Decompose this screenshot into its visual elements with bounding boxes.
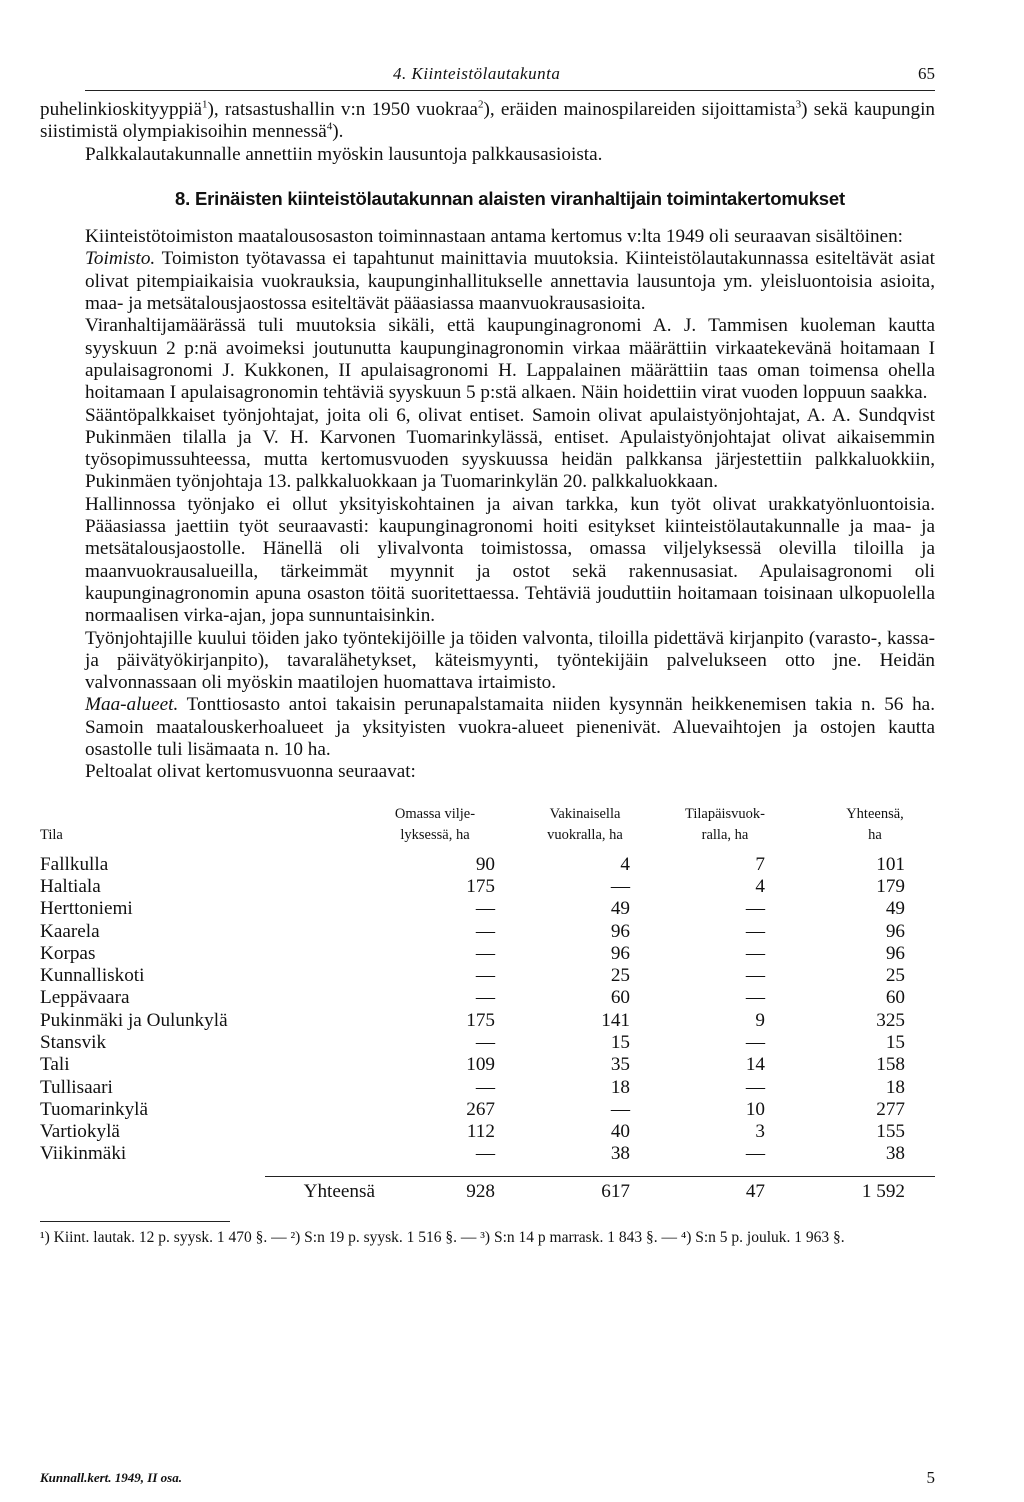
row-permanent: — [610, 1098, 630, 1120]
row-own: 109 [466, 1054, 495, 1076]
paragraph: Sääntöpalkkaiset työnjohtajat, joita oli 6, olivat entiset. Samoin olivat apulaistyönjohtajat, A. A. Sundqvist Pukinmäen tilalla ja V. H. Karvonen Tuomarinkylässä, entiset. Apulaistyönjohtajat olivat aikaisemmin työsopimussuhteessa, mutta kertomusvuoden syyskuussa heidän palkkansa järjestettiin palkkaluokkiin, Pukinmäen työnjohtaja 13. palkkaluokkaan ja Tuomarinkylän 20. palkkaluokkaan. [85, 404, 935, 493]
row-permanent: 141 [601, 1009, 630, 1031]
row-total: 96 [885, 942, 905, 964]
row-own: — [475, 920, 495, 942]
row-own: — [475, 1143, 495, 1165]
row-permanent: 18 [610, 1076, 630, 1098]
page-number: 65 [918, 64, 935, 83]
row-permanent: 49 [610, 898, 630, 920]
row-permanent: — [610, 875, 630, 897]
section-heading: 8. Erinäisten kiinteistölautakunnan alaisten viranhaltijain toimintakertomukset [175, 187, 845, 209]
row-own: 267 [466, 1098, 495, 1120]
row-total: 179 [876, 875, 905, 897]
row-total: 38 [885, 1143, 905, 1165]
running-title: 4. Kiinteistölautakunta [393, 64, 561, 83]
table-row [40, 1143, 935, 1165]
row-total: 158 [876, 1054, 905, 1076]
table-row [40, 1121, 935, 1143]
row-total: 25 [885, 965, 905, 987]
paragraph: Peltoalat olivat kertomusvuonna seuraavat: [85, 761, 416, 783]
row-own: — [475, 898, 495, 920]
row-own: — [475, 1076, 495, 1098]
table-row [40, 1077, 935, 1099]
table-row [40, 854, 935, 876]
row-name: Leppävaara . . . [40, 987, 375, 1009]
paragraph-label: Maa-alueet. [85, 694, 179, 716]
row-own: 175 [466, 1009, 495, 1031]
row-temporary: 7 [755, 853, 765, 875]
table-total-row [265, 1176, 935, 1207]
footnotes: ¹) Kiint. lautak. 12 p. syysk. 1 470 §. — ²) S:n 19 p. syysk. 1 516 §. — ³) S:n 14 p marrask. 1 843 §. — ⁴) S:n 5 p. jouluk. 1 963 §. [40, 1228, 845, 1246]
table-body [40, 854, 935, 1166]
row-total: 49 [885, 898, 905, 920]
table-row [40, 1099, 935, 1121]
row-name: Fallkulla . . . [40, 854, 375, 876]
row-permanent: 96 [610, 942, 630, 964]
paragraph-label: Toimisto. [85, 248, 156, 270]
row-name: Stansvik . . . [40, 1032, 375, 1054]
footer-signature-number: 5 [926, 1468, 935, 1487]
row-total: 60 [885, 987, 905, 1009]
row-own: — [475, 965, 495, 987]
row-name: Tali . . . [40, 1054, 375, 1076]
table-row [40, 1032, 935, 1054]
col-header-total: Yhteensä, ha [846, 805, 904, 843]
row-total: 101 [876, 853, 905, 875]
row-own: 175 [466, 875, 495, 897]
paragraph: Työnjohtajille kuului töiden jako työntekijöille ja töiden valvonta, tiloilla pidettävä kirjanpito (varasto-, kassa- ja päivätyökirjanpito), tavaralähetykset, käteismyynti, työntekijäin palvelukseen otto jne. Heidän valvonnassaan oli myöskin maatilojen huomattava irtaimisto. [85, 627, 935, 694]
field-area-table [40, 804, 935, 1207]
col-header-temporary: Tilapäisvuok- ralla, ha [684, 805, 766, 843]
row-temporary: 4 [755, 875, 765, 897]
row-permanent: 25 [610, 965, 630, 987]
row-name: Tullisaari . . . [40, 1077, 375, 1099]
row-temporary: — [745, 898, 765, 920]
document-page [40, 64, 936, 1247]
page-footer [40, 1470, 935, 1486]
total-label: Yhteensä [303, 1180, 375, 1202]
table-row [40, 1054, 935, 1076]
row-name: Korpas . . . [40, 943, 375, 965]
intro-paragraph-2: Palkkalautakunnalle annettiin myöskin lausuntoja palkkausasioista. [85, 143, 603, 165]
paragraph: Toimisto. Toimiston työtavassa ei tapahtunut mainittavia muutoksia. Kiinteistölautakunnassa esiteltävät asiat olivat pitempiaikaisia vuokrauksia, kaupunginhallitukselle annettavia lausuntoja ym. yleisluontoisia asioita, maa- ja metsätalousjaostossa esiteltävät pääasiassa maanvuokrausasioita. [85, 248, 936, 315]
row-total: 96 [885, 920, 905, 942]
row-total: 277 [876, 1098, 905, 1120]
table-row [40, 943, 935, 965]
row-permanent: 96 [610, 920, 630, 942]
row-temporary: 14 [745, 1054, 765, 1076]
row-permanent: 38 [610, 1143, 630, 1165]
total-sum: 1 592 [861, 1180, 905, 1202]
total-own: 928 [466, 1180, 495, 1202]
paragraph: Hallinnossa työnjako ei ollut yksityiskohtainen ja aivan tarkka, kun työt olivat urakkatyönluontoisia. Pääasiassa jaettiin työt seuraavasti: kaupunginagronomi hoiti esitykset kiinteistölautakunnalle ja maa- ja metsätalousjaostolle. Hänellä oli ylivalvonta toimistossa, omassa viljelyksessä olevilla tiloilla ja maanvuokrausalueilla, tärkeimmät myynnit ja ostot sekä rakennusasiat. Apulaisagronomi oli kaupunginagronomin apuna osaston töitä suoritettaessa. Tehtäviä jouduttiin hoitamaan toisinaan ulkopuolella normaalisen virka-ajan, jopa sunnuntaisinkin. [85, 493, 935, 627]
running-header [85, 64, 935, 91]
row-total: 325 [876, 1009, 905, 1031]
total-permanent: 617 [601, 1180, 630, 1202]
row-temporary: — [745, 1076, 765, 1098]
row-own: 90 [475, 853, 495, 875]
total-temporary: 47 [745, 1180, 765, 1202]
paragraph: Viranhaltijamäärässä tuli muutoksia sikäli, että kaupunginagronomi A. J. Tammisen kuoleman kautta syyskuun 2 p:nä avoimeksi joutunutta kaupunginagronomin virkaa määrättiin virkaatekevänä hoitamaan I apulaisagronomi J. Kukkonen, II apulaisagronomi H. Lappalainen määrättiin taas oman toimensa ohella hoitamaan I apulaisagronomin tehtäviä syyskuun 5 p:stä alkaen. Näin hoidettiin virat vuoden loppuun saakka. [85, 315, 935, 404]
row-name: Pukinmäki ja Oulunkylä . . . [40, 1010, 375, 1032]
intro-paragraph: puhelinkioskityyppiä$^1$), ratsastushallin v:n 1950 vuokraa$^2$), eräiden mainospilareiden sijoittamista$^3$) sekä kaupungin siistimistä olympiakisoihin mennessä$^4$). [40, 98, 935, 143]
row-temporary: 10 [745, 1098, 765, 1120]
row-permanent: 35 [610, 1054, 630, 1076]
row-temporary: — [745, 942, 765, 964]
row-own: 112 [466, 1121, 495, 1143]
row-name: Herttoniemi . . . [40, 898, 375, 920]
row-name: Tuomarinkylä . . . [40, 1099, 375, 1121]
row-temporary: — [745, 920, 765, 942]
paragraph: Maa-alueet. Tonttiosasto antoi takaisin perunapalstamaita niiden kysynnän heikkenemisen takia n. 56 ha. Samoin maatalouskerhoalueet ja yksityisten vuokra-alueet pienenivät. Aluevaihtojen ja ostojen kautta osastolle tuli lisämaata n. 10 ha. [85, 694, 935, 761]
row-name: Kunnalliskoti . . . [40, 965, 375, 987]
row-permanent: 40 [610, 1121, 630, 1143]
row-name: Haltiala . . . [40, 876, 375, 898]
table-row [40, 876, 935, 898]
table-row [40, 1010, 935, 1032]
row-temporary: 3 [755, 1121, 765, 1143]
row-temporary: 9 [755, 1009, 765, 1031]
col-header-permanent: Vakinaisella vuokralla, ha [547, 805, 623, 843]
row-name: Vartiokylä . . . [40, 1121, 375, 1143]
row-own: — [475, 987, 495, 1009]
row-total: 18 [885, 1076, 905, 1098]
table-row [40, 898, 935, 920]
row-temporary: — [745, 965, 765, 987]
row-permanent: 4 [620, 853, 630, 875]
row-total: 15 [885, 1031, 905, 1053]
table-row [40, 987, 935, 1009]
row-total: 155 [876, 1121, 905, 1143]
table-row [40, 921, 935, 943]
col-header-tila: Tila [40, 826, 63, 843]
footer-source: Kunnall.kert. 1949, II osa. [40, 1470, 182, 1485]
row-temporary: — [745, 1143, 765, 1165]
row-permanent: 15 [610, 1031, 630, 1053]
table-row [40, 965, 935, 987]
row-permanent: 60 [610, 987, 630, 1009]
table-header [40, 804, 935, 854]
col-header-own: Omassa vilje- lyksessä, ha [394, 805, 476, 843]
body-text [40, 98, 936, 1247]
row-name: Kaarela . . . [40, 921, 375, 943]
row-temporary: — [745, 987, 765, 1009]
row-own: — [475, 942, 495, 964]
row-own: — [475, 1031, 495, 1053]
row-temporary: — [745, 1031, 765, 1053]
row-name: Viikinmäki . . . [40, 1143, 375, 1165]
paragraph: Kiinteistötoimiston maatalousosaston toiminnastaan antama kertomus v:lta 1949 oli seuraavan sisältöinen: [85, 226, 903, 248]
